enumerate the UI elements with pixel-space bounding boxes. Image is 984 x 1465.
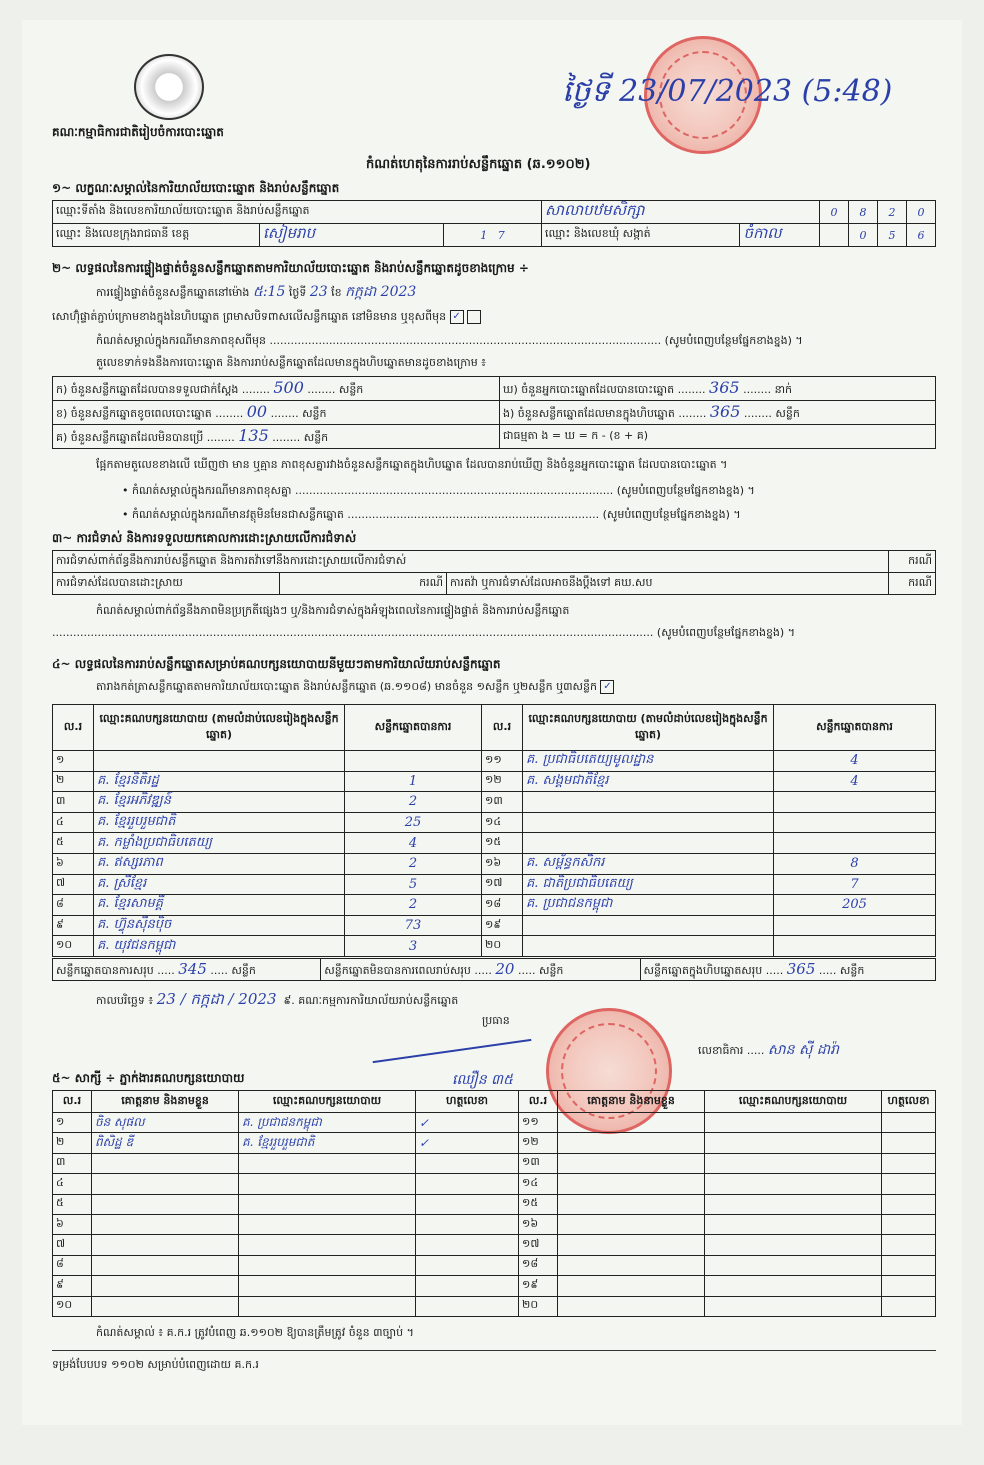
result-no: ៧ [53,874,94,895]
result-votes: 8 [774,853,936,874]
changed-checkbox[interactable] [467,310,481,324]
section5-heading: ៥~ សាក្សី ÷ ភ្នាក់ងារគណបក្សនយោបាយ [52,1071,245,1085]
witness-col-sig: ហត្ថលេខា [416,1091,519,1113]
result-no: ១២ [482,771,523,792]
results-row [53,833,936,854]
province-digits: 1 7 [443,224,541,247]
witness-name: ពិសិដ្ឋ ឌី [92,1133,239,1153]
results-col-party-2: ឈ្មោះគណបក្សនយោបាយ (តាមលំដាប់លេខរៀងក្នុងសន្លឹកឆ្នោត) [523,705,774,751]
results-row [53,771,936,792]
secretary-line: លេខាធិការ ..... សាន ស៊ី ដារ៉ា [698,1042,839,1058]
result-party: គ. ឥស្សរភាព [94,853,345,874]
sign-date-line: កាលបរិច្ឆេទ ៖ 23 / កក្កដា / 2023 ៩. គណៈកម្មការការិយាល័យរាប់សន្លឹកឆ្នោត [96,990,459,1008]
results-col-votes-2: សន្លឹកឆ្នោតបានការ [774,705,936,751]
results-row [53,915,936,936]
witness-party [705,1255,882,1275]
witness-name [558,1255,705,1275]
result-no: ៦ [53,853,94,874]
result-party: គ. ប្រជាធិបតេយ្យមូលដ្ឋាន [523,751,774,772]
witness-signature [882,1174,936,1194]
witness-no: ៥ [53,1194,92,1214]
witness-signature [416,1296,519,1316]
result-party: គ. ប្រជាជនកម្ពុជា [523,895,774,916]
witness-name [92,1296,239,1316]
commune-value: ចំកាល [740,224,820,247]
date-stamp: ថ្ងៃទី 23/07/2023 (5:48) [562,74,893,109]
witness-signature: ✓ [416,1113,519,1133]
station-digit-4: 0 [907,201,936,224]
section4-intro: តារាងកត់ត្រាសន្លឹកឆ្នោតតាមការិយាល័យបោះឆ្នោត និងរាប់សន្លឹកឆ្នោត (ឆ.១១០៨) មានចំនួន ១សន្លឹក ឬ២សន្លឹក ឬ៣សន្លឹក ✓ [96,680,614,696]
result-party [523,936,774,957]
result-no: ៤ [53,812,94,833]
witness-no: ៦ [53,1214,92,1234]
witness-table [52,1090,936,1317]
province-label: ឈ្មោះ និងលេខក្រុងរាជធានី ខេត្ត [53,224,260,247]
witness-no: ១៦ [519,1214,558,1234]
footer-divider [52,1350,936,1351]
result-votes: 25 [345,812,482,833]
objection-resolved-unit: ករណី [280,573,447,595]
result-votes: 73 [345,915,482,936]
witness-signature [416,1194,519,1214]
witness-party [705,1174,882,1194]
witness-no: ១០ [53,1296,92,1316]
result-no: ១៤ [482,812,523,833]
witness-no: ១៤ [519,1174,558,1194]
witness-no: ១ [53,1113,92,1133]
result-no: ១៣ [482,792,523,813]
result-no: ១០ [53,936,94,957]
witness-name [558,1214,705,1234]
witness-signature [416,1276,519,1296]
witness-row [53,1194,936,1214]
witness-party [705,1113,882,1133]
note-diff-line: កំណត់សម្គាល់ក្នុងករណីមានភាពខុសពីមុន ................................................................................................................ (សូមបំពេញបន្ថែមផ្នែកខាងខ្នង) ។ [96,334,803,347]
section3-note: កំណត់សម្គាល់ពាក់ព័ន្ធនឹងភាពមិនប្រក្រតីផ្សេងៗ ឬ/និងការជំទាស់ក្នុងអំឡុងពេលនៃការផ្ទៀងផ្ទាត់ និងការរាប់សន្លឹកឆ្នោត [96,604,570,617]
verify-time-line: ការផ្ទៀងផ្ទាត់ចំនួនសន្លឹកឆ្នោតនៅម៉ោង ៥:15 ថ្ងៃទី 23 ខែ កក្កដា 2023 [96,284,417,300]
bullet-foreign: • កំណត់សម្គាល់ក្នុងករណីមានវត្ថុមិនមែនជាសន្លឹកឆ្នោត ........................................................................ (សូមបំពេញបន្ថែមផ្នែកខាងខ្នង) ។ [122,508,741,521]
result-no: ១៨ [482,895,523,916]
verify-time: ៥:15 [252,284,286,300]
result-party [94,751,345,772]
results-row [53,874,936,895]
objection-appeal: ការតវ៉ា ឬការជំទាស់ដែលអាចនឹងប្តឹងទៅ គឃ.សប [447,573,889,595]
witness-name [92,1194,239,1214]
witness-party [239,1214,416,1234]
commune-digit-3: 6 [907,224,936,247]
witness-col-no: ល.រ [53,1091,92,1113]
nec-emblem [134,54,204,120]
witness-name [92,1214,239,1234]
commission-name: គណៈកម្មាធិការជាតិរៀបចំការបោះឆ្នោត [52,125,224,139]
results-col-votes: សន្លឹកឆ្នោតបានការ [345,705,482,751]
no-change-checkbox[interactable]: ✓ [450,310,464,324]
result-votes: 2 [345,895,482,916]
commune-digit-1: 0 [849,224,878,247]
result-party: គ. ខ្មែរអភិវឌ្ឍន៍ [94,792,345,813]
objection-row1-unit: ករណី [889,551,936,573]
station-digit-3: 2 [878,201,907,224]
witness-name [558,1113,705,1133]
result-party [523,792,774,813]
witness-col-name: គោត្តនាម និងនាមខ្លួន [92,1091,239,1113]
witness-name [558,1174,705,1194]
result-party: គ. ហ៊្វុនស៊ីនប៉ិច [94,915,345,936]
witness-no: ៩ [53,1276,92,1296]
witness-signature [882,1153,936,1173]
result-votes: 205 [774,895,936,916]
result-votes: 1 [345,771,482,792]
verify-day: 23 [309,284,328,300]
section3-heading: ៣~ ការជំទាស់ និងការទទួលយកគោលការដោះស្រាយលើការជំទាស់ [52,531,357,545]
verify-month-year: កក្កដា 2023 [345,284,417,300]
witness-no: ៧ [53,1235,92,1255]
witness-signature [416,1153,519,1173]
result-votes [345,751,482,772]
total-invalid: សន្លឹកឆ្នោតមិនបានការពេលរាប់សរុប ..... 20 ..... សន្លឹក [321,959,640,981]
result-no: ៩ [53,915,94,936]
witness-signature [882,1214,936,1234]
witness-row [53,1276,936,1296]
count-b: ខ) ចំនួនសន្លឹកឆ្នោតខូចពេលបោះឆ្នោត ........ 00 ........ សន្លឹក [53,401,500,425]
result-party: គ. យុវជនកម្ពុជា [94,936,345,957]
seal-status-line: សោហ៊ុំផ្ទាត់ភ្ជាប់ក្រោមខាងក្នុងនៃហិបឆ្នោត ព្រមាសបិទពាសលើសន្លឹកឆ្នោត នៅមិនមាន ឬខុសពីមុន ✓ [52,310,932,326]
witness-party [239,1174,416,1194]
totals-table [52,958,936,981]
witness-col-no-2: ល.រ [519,1091,558,1113]
result-votes: 3 [345,936,482,957]
result-no: ១៧ [482,874,523,895]
result-no: ៥ [53,833,94,854]
section1-heading: ១~ លក្ខណៈសម្គាល់នៃការិយាល័យបោះឆ្នោត និងរាប់សន្លឹកឆ្នោត [52,181,340,195]
result-votes [774,915,936,936]
witness-signature [882,1194,936,1214]
witness-col-sig-2: ហត្ថលេខា [882,1091,936,1113]
result-party [523,915,774,936]
results-col-no-2: ល.រ [482,705,523,751]
witness-no: ១៩ [519,1276,558,1296]
witness-row [53,1235,936,1255]
witness-no: ១៧ [519,1235,558,1255]
result-party: គ. ខ្មែរសាមគ្គី [94,895,345,916]
result-no: ២ [53,771,94,792]
witness-name [92,1276,239,1296]
witness-party [705,1194,882,1214]
witness-name [558,1296,705,1316]
commune-label: ឈ្មោះ និងលេខឃុំ សង្កាត់ [542,224,740,247]
sheet-count-checkbox[interactable]: ✓ [600,680,614,694]
commune-digit-2: 5 [878,224,907,247]
witness-party [239,1194,416,1214]
result-votes [774,792,936,813]
chair-label: ប្រធាន [482,1014,510,1027]
witness-name [558,1235,705,1255]
witness-signature [882,1296,936,1316]
chair-name: ឈឿន ៣៥ [452,1072,513,1088]
witness-no: ១៨ [519,1255,558,1275]
count-c: គ) ចំនួនសន្លឹកឆ្នោតដែលមិនបានប្រើ ........ 135 ........ សន្លឹក [53,425,500,449]
witness-name [92,1235,239,1255]
witness-row [53,1133,936,1153]
sign-date: 23 / កក្កដា / 2023 [156,990,277,1008]
witness-party [705,1214,882,1234]
discrepancy-line: ផ្អែកតាមតួលេខខាងលើ ឃើញថា មាន ឬគ្មាន ភាពខុសគ្នារវាងចំនួនសន្លឹកឆ្នោតក្នុងហិបឆ្នោត ដែលបានរាប់ឃើញ និងចំនួនអ្នកបោះឆ្នោត ដែលបានបោះឆ្នោត ។ [96,458,728,471]
results-row [53,792,936,813]
result-votes: 7 [774,874,936,895]
witness-col-name-2: គោត្តនាម និងនាមខ្លួន [558,1091,705,1113]
total-valid: សន្លឹកឆ្នោតបានការសរុប ..... 345 ..... សន្លឹក [53,959,321,981]
document-page [22,20,962,1425]
witness-row [53,1296,936,1316]
count-d: ឃ) ចំនួនអ្នកបោះឆ្នោតដែលបានបោះឆ្នោត ........ 365 ........ នាក់ [500,377,936,401]
witness-party [705,1296,882,1316]
results-col-party: ឈ្មោះគណបក្សនយោបាយ (តាមលំដាប់លេខរៀងក្នុងសន្លឹកឆ្នោត) [94,705,345,751]
section3-fill: ............................................................................................................................................................................ (សូមបំពេញបន្ថែមផ្នែកខាងខ្នង) ។ [52,626,795,639]
witness-signature: ✓ [416,1133,519,1153]
witness-signature [416,1174,519,1194]
witness-signature [882,1276,936,1296]
result-no: ១ [53,751,94,772]
witness-row [53,1214,936,1234]
objection-resolved: ការជំទាស់ដែលបានដោះស្រាយ [53,573,280,595]
objection-row1: ការជំទាស់ពាក់ព័ន្ធនឹងការរាប់សន្លឹកឆ្នោត និងការតវ៉ាទៅនឹងការដោះស្រាយលើការជំទាស់ [53,551,889,573]
witness-no: ១៥ [519,1194,558,1214]
result-no: ៨ [53,895,94,916]
result-party: គ. ស្រីខ្មែរ [94,874,345,895]
witness-party [705,1153,882,1173]
result-party [523,812,774,833]
counts-table [52,376,936,449]
witness-party [239,1235,416,1255]
witness-no: ១៣ [519,1153,558,1173]
result-votes [774,936,936,957]
witness-row [53,1174,936,1194]
witness-no: ៨ [53,1255,92,1275]
witness-name [92,1255,239,1275]
witness-row [53,1113,936,1133]
result-party: គ. ជាតិប្រជាធិបតេយ្យ [523,874,774,895]
result-votes: 2 [345,792,482,813]
result-party: គ. សម្ព័ន្ធកសិករ [523,853,774,874]
witness-no: ២០ [519,1296,558,1316]
results-row [53,751,936,772]
witness-col-party: ឈ្មោះគណបក្សនយោបាយ [239,1091,416,1113]
section1-table [52,200,936,247]
witness-row [53,1255,936,1275]
witness-no: ៤ [53,1174,92,1194]
result-party: គ. ខ្មែរនិតិរដ្ឋ [94,771,345,792]
witness-name [558,1153,705,1173]
witness-name [558,1276,705,1296]
witness-no: ១១ [519,1113,558,1133]
result-votes: 4 [345,833,482,854]
count-formula: ជាធម្មតា ង = ឃ = ក - (ខ + គ) [500,425,936,449]
witness-name [92,1153,239,1173]
witness-row [53,1153,936,1173]
result-party: គ. សង្គមជាតិខ្មែរ [523,771,774,792]
province-value: សៀមរាប [260,224,444,247]
result-votes [774,833,936,854]
result-party: គ. ខ្មែររួបរួមជាតិ [94,812,345,833]
witness-signature [882,1235,936,1255]
chair-signature [373,1039,532,1063]
result-votes: 2 [345,853,482,874]
count-e: ង) ចំនួនសន្លឹកឆ្នោតដែលមានក្នុងហិបឆ្នោត ........ 365 ........ សន្លឹក [500,401,936,425]
result-no: ១១ [482,751,523,772]
witness-signature [882,1133,936,1153]
results-row [53,853,936,874]
witness-name [558,1133,705,1153]
witness-name: ចិន សុផល [92,1113,239,1133]
witness-no: ៣ [53,1153,92,1173]
result-party [523,833,774,854]
witness-party [239,1153,416,1173]
results-table [52,704,936,957]
total-box: សន្លឹកឆ្នោតក្នុងហិបឆ្នោតសរុប ..... 365 ..... សន្លឹក [640,959,935,981]
result-no: ១៩ [482,915,523,936]
station-name-label: ឈ្មោះទីតាំង និងលេខការិយាល័យបោះឆ្នោត និងរាប់សន្លឹកឆ្នោត [53,201,542,224]
witness-signature [882,1255,936,1275]
witness-party: គ. ខ្មែររួបរួមជាតិ [239,1133,416,1153]
document-title: កំណត់ហេតុនៃការរាប់សន្លឹកឆ្នោត (ឆ.១១០២) [366,157,591,172]
results-row [53,895,936,916]
footer-form-ref: ទម្រង់បែបបទ ១១០២ សម្រាប់បំពេញដោយ គ.ក.រ [52,1358,259,1371]
witness-party [239,1255,416,1275]
result-no: ១៥ [482,833,523,854]
results-row [53,812,936,833]
section3-table [52,550,936,595]
result-no: ១៦ [482,853,523,874]
witness-signature [416,1235,519,1255]
witness-party [705,1276,882,1296]
station-digit-2: 8 [849,201,878,224]
result-votes [774,812,936,833]
witness-signature [416,1214,519,1234]
witness-party [239,1296,416,1316]
result-no: ៣ [53,792,94,813]
witness-signature [882,1113,936,1133]
witness-party [705,1133,882,1153]
witness-signature [416,1255,519,1275]
result-party: គ. កម្លាំងប្រជាធិបតេយ្យ [94,833,345,854]
witness-col-party-2: ឈ្មោះគណបក្សនយោបាយ [705,1091,882,1113]
commune-digit-spacer [820,224,849,247]
result-votes: 5 [345,874,482,895]
section4-heading: ៤~ លទ្ធផលនៃការរាប់សន្លឹកឆ្នោតសម្រាប់គណបក្សនយោបាយនីមួយៗតាមការិយាល័យរាប់សន្លឹកឆ្នោត [52,657,501,671]
results-row [53,936,936,957]
result-votes: 4 [774,771,936,792]
secretary-name: សាន ស៊ី ដារ៉ា [767,1042,839,1058]
footer-note: កំណត់សម្គាល់ ៖ គ.ក.រ ត្រូវបំពេញ ឆ.១១០២ ឱ្យបានត្រឹមត្រូវ ចំនួន ៣ច្បាប់ ។ [96,1326,414,1339]
station-name-value: សាលាបឋមសិក្សា [542,201,820,224]
witness-party [705,1235,882,1255]
witness-party [239,1276,416,1296]
witness-no: ១២ [519,1133,558,1153]
witness-no: ២ [53,1133,92,1153]
bullet-diff: • កំណត់សម្គាល់ក្នុងករណីមានភាពខុសគ្នា ........................................................................................... (សូមបំពេញបន្ថែមផ្នែកខាងខ្នង) ។ [122,484,755,497]
result-no: ២០ [482,936,523,957]
count-a: ក) ចំនួនសន្លឹកឆ្នោតដែលបានទទួលជាក់ស្តែង ........ 500 ........ សន្លឹក [53,377,500,401]
objection-appeal-unit: ករណី [889,573,936,595]
witness-name [92,1174,239,1194]
station-digit-1: 0 [820,201,849,224]
result-votes: 4 [774,751,936,772]
counts-intro: តួលេខទាក់ទងនឹងការបោះឆ្នោត និងការរាប់សន្លឹកឆ្នោតដែលមានក្នុងហិបឆ្នោតមានដូចខាងក្រោម ៖ [96,356,487,369]
results-col-no: ល.រ [53,705,94,751]
witness-party: គ. ប្រជាជនកម្ពុជា [239,1113,416,1133]
section2-heading: ២~ លទ្ធផលនៃការផ្ទៀងផ្ទាត់ចំនួនសន្លឹកឆ្នោតតាមការិយាល័យបោះឆ្នោត និងរាប់សន្លឹកឆ្នោតដូចខាងក្រោម ÷ [52,261,529,275]
witness-name [558,1194,705,1214]
